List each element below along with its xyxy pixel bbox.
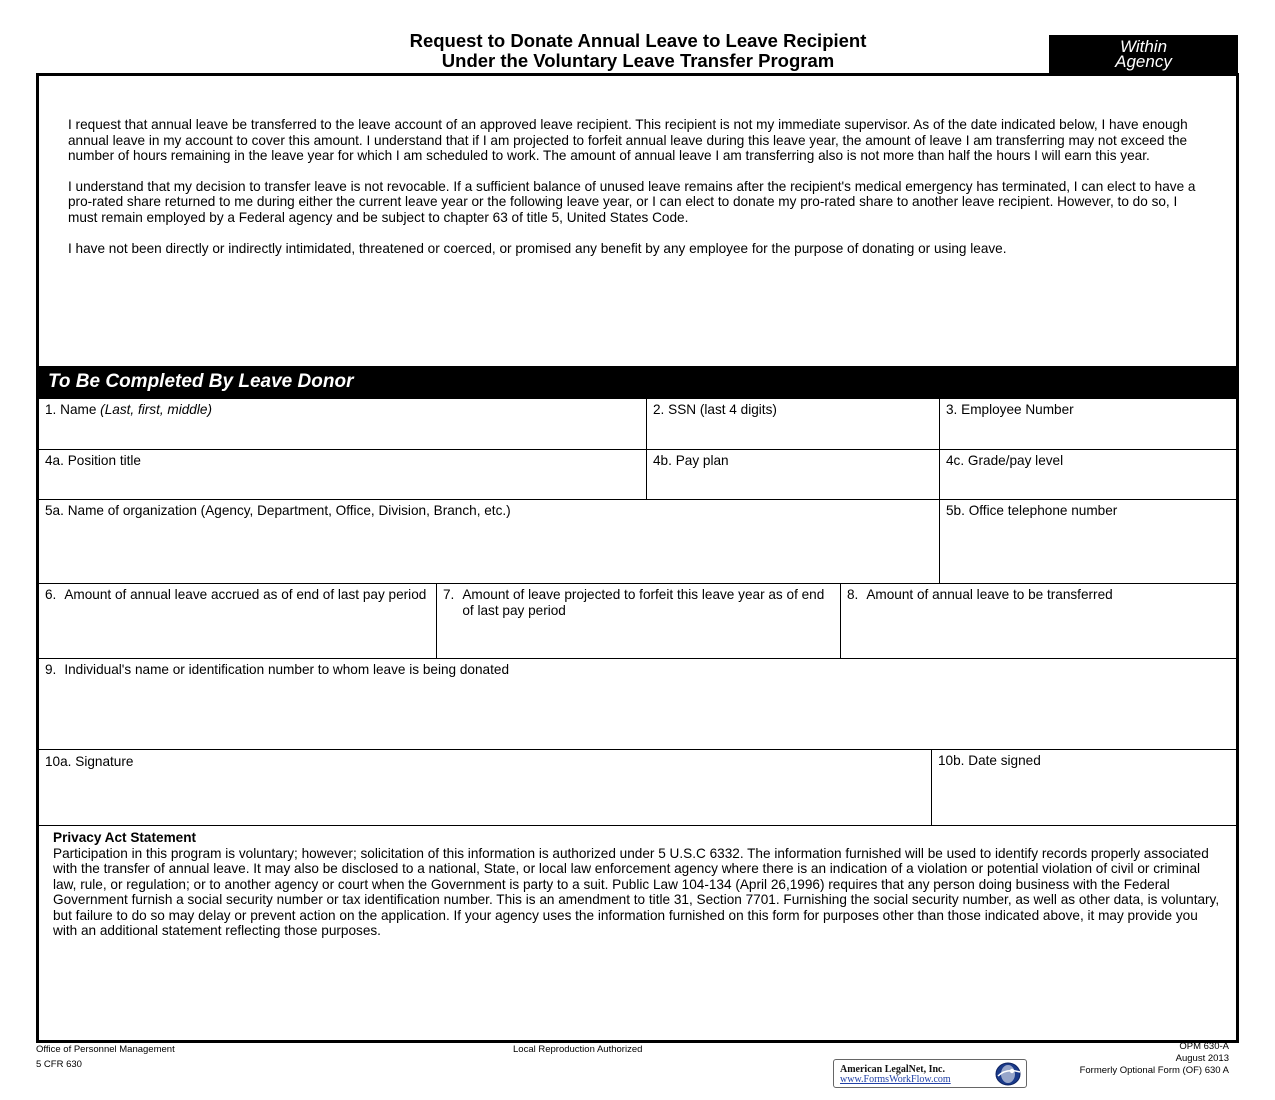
footer-form-id: OPM 630-A xyxy=(1179,1041,1229,1052)
privacy-act-statement xyxy=(53,830,1223,939)
name-field-number: 1. xyxy=(45,402,57,417)
employee-number-field-number: 3. xyxy=(946,402,958,417)
footer-agency xyxy=(36,1044,175,1071)
badge-line1: Within xyxy=(1119,37,1168,56)
form-title xyxy=(250,31,1026,71)
grade-pay-level-field-label: Grade/pay level xyxy=(967,453,1064,468)
employee-number-field[interactable] xyxy=(939,399,1236,450)
annual-leave-accrued-field[interactable] xyxy=(39,584,436,659)
within-agency-badge xyxy=(1049,35,1238,75)
footer-office: Office of Personnel Management xyxy=(36,1044,175,1055)
form-title-line2: Under the Voluntary Leave Transfer Program xyxy=(441,50,835,71)
recipient-identification-field-number: 9. xyxy=(45,662,57,677)
name-field-hint: (Last, first, middle) xyxy=(100,402,212,417)
office-telephone-field[interactable] xyxy=(939,500,1236,584)
intro-statement xyxy=(68,117,1198,271)
leave-projected-forfeit-field-label: Amount of leave projected to forfeit this leave year as of end of last pay period xyxy=(462,587,825,618)
privacy-heading: Privacy Act Statement xyxy=(53,830,197,845)
badge-line2: Agency xyxy=(1115,52,1172,71)
logo-name: American LegalNet, Inc. xyxy=(840,1064,945,1075)
name-field-label: Name xyxy=(60,402,97,417)
grade-pay-level-field[interactable] xyxy=(939,450,1236,500)
recipient-identification-field[interactable] xyxy=(39,659,1236,750)
organization-name-field-number: 5a. xyxy=(45,503,64,518)
organization-name-field[interactable] xyxy=(39,500,939,584)
leave-to-transfer-field-label: Amount of annual leave to be transferred xyxy=(866,587,1113,602)
privacy-text: Participation in this program is voluntary; however; solicitation of this information is authorized under 5 U.S.C 6332. The information furnished will be used to identify records properly associated with the transfer of annual leave. It may also be disclosed to a national, State, or local law enforcement agency where there is an indication of a violation or potential violation of civil or criminal law, rule, or regulation; or to another agency or court when the Government is party to a suit. Public Law 104-134 (April 26,1996) requires that any person doing business with the Federal Government furnish a social security number or tax identification number. This is an amendment to title 31, Section 7701. Furnishing the social security number, as well as other data, is voluntary, but failure to do so may delay or prevent action on the application. If your agency uses the information furnished on this form for purposes other than those indicated above, it may provide you with an additional statement reflecting those purposes. xyxy=(53,845,1220,938)
recipient-identification-field-label: Individual's name or identification number to whom leave is being donated xyxy=(64,662,510,677)
logo-url-link[interactable]: www.FormsWorkFlow.com xyxy=(840,1074,951,1085)
american-legalnet-logo[interactable] xyxy=(833,1059,1027,1088)
globe-icon xyxy=(986,1062,1022,1086)
position-title-field-label: Position title xyxy=(67,453,141,468)
grade-pay-level-field-number: 4c. xyxy=(946,453,965,468)
annual-leave-accrued-field-number: 6. xyxy=(45,587,57,602)
form-title-line1: Request to Donate Annual Leave to Leave Recipient xyxy=(409,30,867,51)
position-title-field[interactable] xyxy=(39,450,646,500)
footer-formerly: Formerly Optional Form (OF) 630 A xyxy=(1079,1065,1229,1076)
footer-form-info xyxy=(1000,1041,1229,1077)
signature-field[interactable] xyxy=(39,750,931,826)
office-telephone-field-label: Office telephone number xyxy=(968,503,1118,518)
intro-paragraph-2: I understand that my decision to transfer leave is not revocable. If a sufficient balance of unused leave remains after the recipient's medical emergency has terminated, I can elect to have a pro-rated share returned to me during either the current leave year or the following leave year, or I can elect to donate my pro-rated share to another leave recipient. However, to do so, I must remain employed by a Federal agency and be subject to chapter 63 of title 5, United States Code. xyxy=(68,178,1196,225)
pay-plan-field-number: 4b. xyxy=(653,453,672,468)
footer-cfr: 5 CFR 630 xyxy=(36,1059,82,1070)
organization-name-field-label: Name of organization (Agency, Department, Office, Division, Branch, etc.) xyxy=(67,503,511,518)
intro-paragraph-1: I request that annual leave be transferred to the leave account of an approved leave recipient. This recipient is not my immediate supervisor. As of the date indicated below, I have enough annual leave in my account to cover this amount. I understand that if I am projected to forfeit annual leave during this leave year, the amount of leave I am transferring may not exceed the number of hours remaining in the leave year for which I am scheduled to work. The amount of annual leave I am transferring also is not more than half the hours I will earn this year. xyxy=(68,117,1188,164)
annual-leave-accrued-field-label: Amount of annual leave accrued as of end of last pay period xyxy=(64,587,427,602)
leave-projected-forfeit-field[interactable] xyxy=(436,584,840,659)
name-field[interactable] xyxy=(39,399,646,450)
intro-paragraph-3: I have not been directly or indirectly intimidated, threatened or coerced, or promised any benefit by any employee for the purpose of donating or using leave. xyxy=(68,240,1007,256)
signature-field-number: 10a. xyxy=(45,754,72,769)
leave-projected-forfeit-field-number: 7. xyxy=(443,587,455,602)
date-signed-field[interactable] xyxy=(931,750,1236,826)
ssn-field-label: SSN (last 4 digits) xyxy=(668,402,777,417)
footer-reproduction: Local Reproduction Authorized xyxy=(513,1044,643,1055)
footer-date: August 2013 xyxy=(1175,1053,1229,1064)
office-telephone-field-number: 5b. xyxy=(946,503,965,518)
signature-field-label: Signature xyxy=(75,754,134,769)
leave-to-transfer-field-number: 8. xyxy=(847,587,859,602)
leave-to-transfer-field[interactable] xyxy=(840,584,1236,659)
employee-number-field-label: Employee Number xyxy=(961,402,1074,417)
date-signed-field-number: 10b. xyxy=(938,753,965,768)
pay-plan-field-label: Pay plan xyxy=(675,453,729,468)
ssn-field[interactable] xyxy=(646,399,939,450)
ssn-field-number: 2. xyxy=(653,402,665,417)
date-signed-field-label: Date signed xyxy=(968,753,1041,768)
position-title-field-number: 4a. xyxy=(45,453,64,468)
section-header-leave-donor: To Be Completed By Leave Donor xyxy=(39,366,1236,399)
pay-plan-field[interactable] xyxy=(646,450,939,500)
